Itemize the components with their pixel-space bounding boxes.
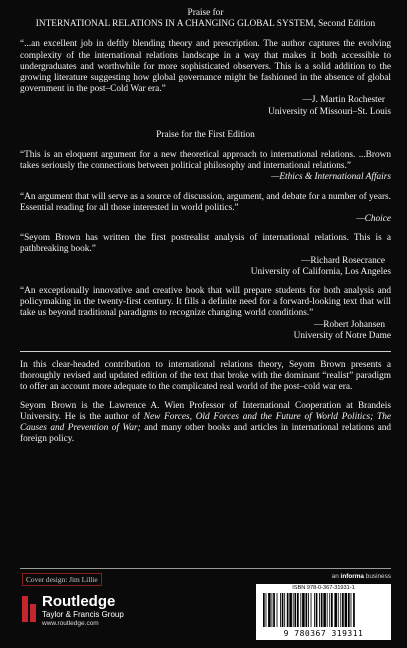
quote-rochester: “...an excellent job in deftly blending theory and prescription. The author captures the evolving complexity of the international relations landscape in a way that makes it both accessible to undergraduates and worthwhile for more sophisticated observers. This is a solid addition to the growing literature suggesting how global governance might be fashioned in the absence of global government in the post–Cold War era.”: [20, 39, 391, 95]
attribution-rosecrance: —Richard Rosecrance: [301, 255, 385, 266]
quote-choice: “An argument that will serve as a source of discussion, argument, and debate for a number of years. Essential reading for all those interested in world politics.”: [20, 191, 391, 213]
isbn-label: ISBN 978-0-367-31931-1: [292, 585, 355, 591]
barcode-icon: [262, 593, 385, 629]
section-divider: [20, 351, 391, 352]
affiliation-rosecrance: University of California, Los Angeles: [250, 266, 391, 277]
book-description: In this clear-headed contribution to international relations theory, Seyom Brown presents a thoroughly revised and updated edition of the text that broke with the dominant “realist” paradigm to offer an account more adequate to the complicated real world of the post–cold war era.: [20, 360, 391, 393]
book-title-heading: INTERNATIONAL RELATIONS IN A CHANGING GLOBAL SYSTEM, Second Edition: [35, 19, 376, 30]
cover-design-credit: Cover design: Jim Lillie: [22, 573, 102, 586]
publisher-name: Routledge: [42, 593, 116, 610]
attribution-choice: —Choice: [356, 214, 391, 225]
author-book-titles: New Forces, Old Forces and the Future of World Politics; The Causes and Prevention of War;: [20, 411, 391, 434]
affiliation-johansen: University of Notre Dame: [293, 330, 391, 341]
publisher-group: Taylor & Francis Group: [42, 610, 124, 619]
back-cover-text: [20, 8, 391, 446]
routledge-logo-icon: [22, 596, 38, 622]
informa-business-mark: an informa business: [331, 573, 391, 580]
attribution-ethics: —Ethics & International Affairs: [271, 172, 391, 183]
barcode-number: 9 780367 319311: [283, 629, 364, 638]
attribution-johansen: —Robert Johansen: [313, 319, 385, 330]
quote-johansen: “An exceptionally innovative and creative book that will prepare students for both analysis and policymaking in the twenty-first century. It fills a definite need for a forward-looking text that will take us beyond traditional paradigms to recognize changing world conditions.”: [20, 286, 391, 319]
publisher-url: www.routledge.com: [42, 620, 99, 627]
quote-rosecrance: “Seyom Brown has written the first postrealist analysis of international relations. This is a pathbreaking book.”: [20, 233, 391, 255]
quote-ethics: “This is an eloquent argument for a new theoretical approach to international relations. ...Brown takes seriously the connections between political philosophy and international relations.”: [20, 150, 391, 172]
footer-divider: [20, 568, 391, 569]
first-edition-heading: Praise for the First Edition: [156, 129, 255, 140]
author-bio: Seyom Brown is the Lawrence A. Wien Professor of International Cooperation at Brandeis University. He is the author of New Forces, Old Forces and the Future of World Politics; The Causes and Prevention of War; and many other books and articles in international relations and foreign policy.: [20, 400, 391, 445]
attribution-rochester: —J. Martin Rochester: [302, 95, 385, 106]
affiliation-rochester: University of Missouri–St. Louis: [268, 106, 391, 117]
publisher-block: [42, 594, 124, 628]
isbn-barcode: [256, 584, 391, 640]
praise-heading: Praise for: [187, 8, 224, 18]
